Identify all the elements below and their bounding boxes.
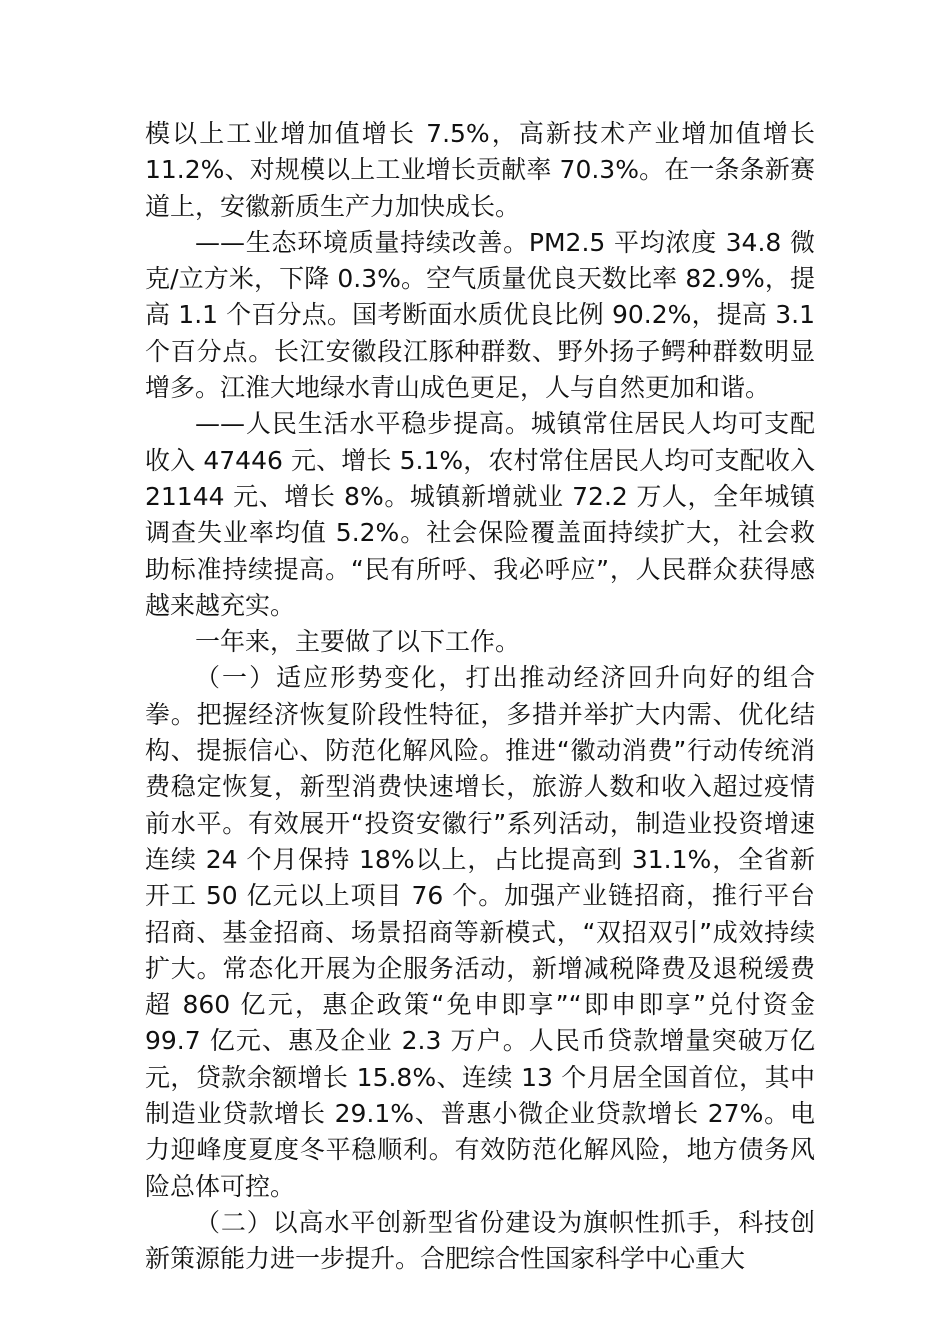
paragraph-work-intro: 一年来，主要做了以下工作。 (195, 627, 521, 657)
document-page (145, 116, 815, 1278)
paragraph-section-one: （一）适应形势变化，打出推动经济回升向好的组合拳。把握经济恢复阶段性特征，多措并举扩大内需、优化结构、提振信心、防范化解风险。推进“徽动消费”行动传统消费稳定恢复，新型消费快速增长，旅游人数和收入超过疫情前水平。有效展开“投资安徽行”系列活动，制造业投资增速连续 24 个月保持 18%以上，占比提高到 31.1%，全省新开工 50 亿元以上项目 76 个。加强产业链招商，推行平台招商、基金招商、场景招商等新模式，“双招双引”成效持续扩大。常态化开展为企服务活动，新增减税降费及退税缓费超 860 亿元，惠企政策“免申即享”“即申即享”兑付资金 99.7 亿元、惠及企业 2.3 万户。人民币贷款增量突破万亿元，贷款余额增长 15.8%、连续 13 个月居全国首位，其中制造业贷款增长 29.1%、普惠小微企业贷款增长 27%。电力迎峰度夏度冬平稳顺利。有效防范化解风险，地方债务风险总体可控。 (145, 663, 815, 1201)
paragraph-livelihood: ——人民生活水平稳步提高。城镇常住居民人均可支配收入 47446 元、增长 5.1%，农村常住居民人均可支配收入 21144 元、增长 8%。城镇新增就业 72.2 万人，全年城镇调查失业率均值 5.2%。社会保险覆盖面持续扩大，社会救助标准持续提高。“民有所呼、我必呼应”，人民群众获得感越来越充实。 (145, 409, 815, 620)
paragraph-section-two: （二）以高水平创新型省份建设为旗帜性抓手，科技创新策源能力进一步提升。合肥综合性国家科学中心重大 (145, 1207, 815, 1274)
paragraph-ecology: ——生态环境质量持续改善。PM2.5 平均浓度 34.8 微克/立方米，下降 0.3%。空气质量优良天数比率 82.9%，提高 1.1 个百分点。国考断面水质优良比例 90.2%，提高 3.1 个百分点。长江安徽段江豚种群数、野外扬子鳄种群数明显增多。江淮大地绿水青山成色更足，人与自然更加和谐。 (145, 227, 815, 403)
paragraph-industry-growth: 模以上工业增加值增长 7.5%，高新技术产业增加值增长 11.2%、对规模以上工业增长贡献率 70.3%。在一条条新赛道上，安徽新质生产力加快成长。 (145, 119, 815, 221)
